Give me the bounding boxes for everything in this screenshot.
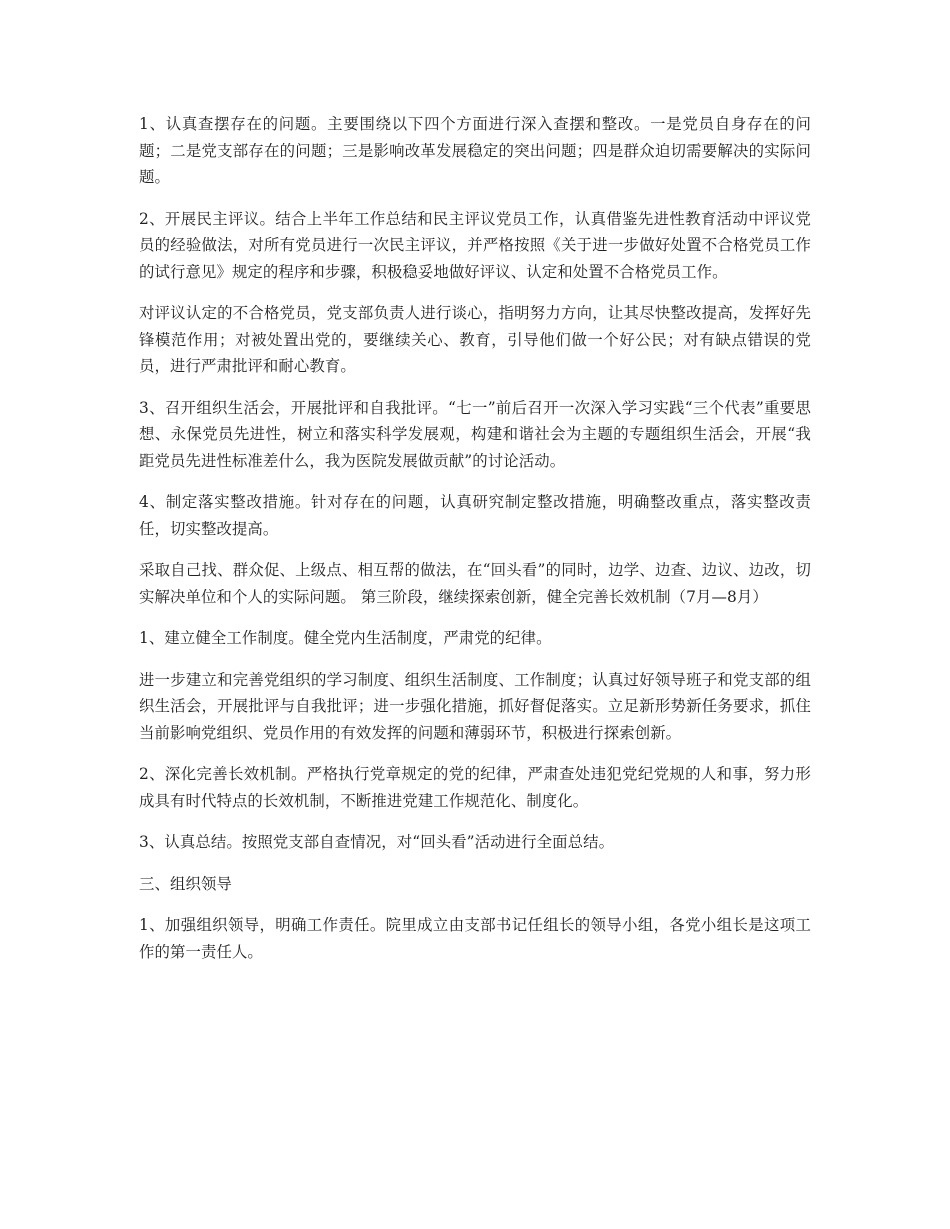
paragraph-7: 1、建立健全工作制度。健全党内生活制度，严肃党的纪律。	[139, 629, 552, 647]
paragraph-10: 3、认真总结。按照党支部自查情况，对“回头看”活动进行全面总结。	[139, 833, 615, 851]
paragraph-3: 对评议认定的不合格党员，党支部负责人进行谈心，指明努力方向，让其尽快整改提高，发挥好先锋模范作用；对被处置出党的，要继续关心、教育，引导他们做一个好公民；对有缺点错误的党员，进行严肃批评和耐心教育。	[139, 304, 811, 375]
paragraph-8: 进一步建立和完善党组织的学习制度、组织生活制度、工作制度；认真过好领导班子和党支部的组织生活会，开展批评与自我批评；进一步强化措施，抓好督促落实。立足新形势新任务要求，抓住当前影响党组织、党员作用的有效发挥的问题和薄弱环节，积极进行探索创新。	[139, 670, 811, 742]
paragraph-6: 采取自己找、群众促、上级点、相互帮的做法，在“回头看”的同时，边学、边查、边议、边改，切实解决单位和个人的实际问题。 第三阶段，继续探索创新，健全完善长效机制（7月—8月）	[139, 561, 811, 606]
paragraph-2: 2、开展民主评议。结合上半年工作总结和民主评议党员工作，认真借鉴先进性教育活动中评议党员的经验做法，对所有党员进行一次民主评议，并严格按照《关于进一步做好处置不合格党员工作的试行意见》规定的程序和步骤，积极稳妥地做好评议、认定和处置不合格党员工作。	[139, 209, 811, 281]
document-body	[139, 111, 811, 980]
paragraph-4: 3、召开组织生活会，开展批评和自我批评。“七一”前后召开一次深入学习实践“三个代表”重要思想、永保党员先进性，树立和落实科学发展观，构建和谐社会为主题的专题组织生活会，开展“我距党员先进性标准差什么，我为医院发展做贡献”的讨论活动。	[139, 398, 811, 470]
paragraph-5: 4、制定落实整改措施。针对存在的问题，认真研究制定整改措施，明确整改重点，落实整改责任，切实整改提高。	[139, 493, 811, 538]
paragraph-9: 2、深化完善长效机制。严格执行党章规定的党的纪律，严肃查处违犯党纪党规的人和事，努力形成具有时代特点的长效机制，不断推进党建工作规范化、制度化。	[139, 765, 811, 810]
paragraph-1: 1、认真查摆存在的问题。主要围绕以下四个方面进行深入查摆和整改。一是党员自身存在的问题；二是党支部存在的问题；三是影响改革发展稳定的突出问题；四是群众迫切需要解决的实际问题。	[139, 115, 811, 186]
paragraph-12: 1、加强组织领导，明确工作责任。院里成立由支部书记任组长的领导小组，各党小组长是这项工作的第一责任人。	[139, 916, 811, 961]
section-heading: 三、组织领导	[139, 874, 232, 893]
